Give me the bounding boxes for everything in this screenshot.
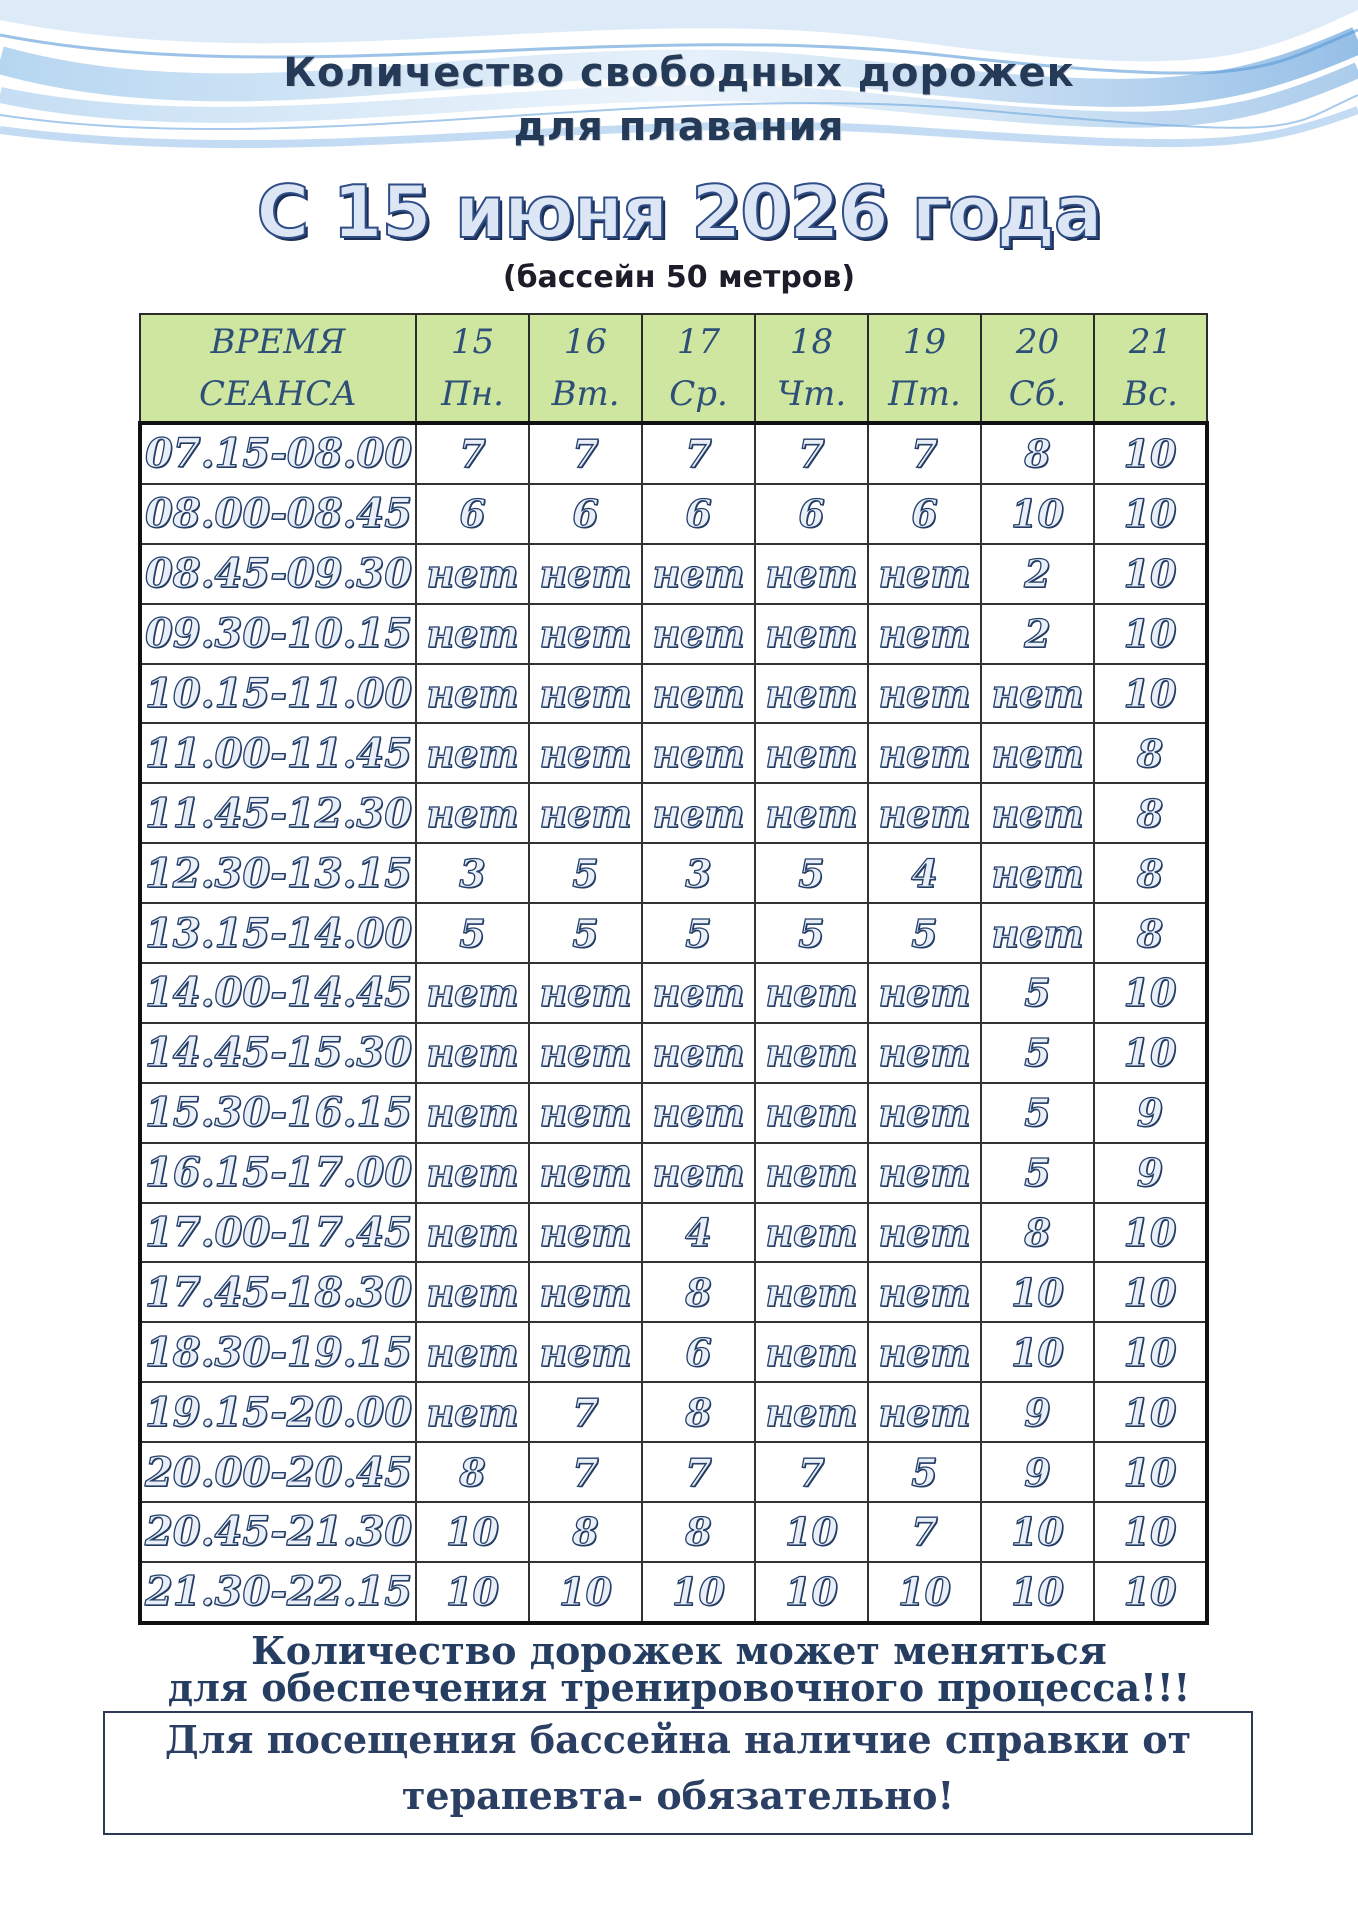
table-row bbox=[140, 723, 1207, 783]
lanes-count-cell: нет bbox=[529, 544, 642, 604]
lanes-count-cell: нет bbox=[868, 664, 981, 724]
lanes-count-cell: нет bbox=[642, 1143, 755, 1203]
session-time-header bbox=[140, 314, 416, 423]
lanes-count-cell: 5 bbox=[868, 903, 981, 963]
day-number: 18 bbox=[789, 322, 834, 362]
lanes-note-line2: для обеспечения тренировочного процесса!!! bbox=[167, 1665, 1191, 1710]
day-number: 19 bbox=[902, 322, 947, 362]
lanes-count-cell: нет bbox=[868, 1203, 981, 1263]
day-header bbox=[868, 314, 981, 423]
lanes-count-cell: нет bbox=[755, 723, 868, 783]
session-time-cell: 11.00-11.45 bbox=[140, 723, 416, 783]
session-time-cell: 18.30-19.15 bbox=[140, 1322, 416, 1382]
day-number: 17 bbox=[676, 322, 721, 362]
lanes-count-cell: 8 bbox=[642, 1382, 755, 1442]
lanes-count-cell: 8 bbox=[1094, 903, 1207, 963]
session-time-cell: 09.30-10.15 bbox=[140, 604, 416, 664]
lanes-count-cell: 7 bbox=[529, 1382, 642, 1442]
day-abbr: Ср. bbox=[669, 374, 728, 414]
lanes-count-cell: 5 bbox=[416, 903, 529, 963]
lanes-count-cell: нет bbox=[529, 1083, 642, 1143]
lanes-count-cell: 10 bbox=[1094, 1562, 1207, 1623]
table-row bbox=[140, 1382, 1207, 1442]
lanes-count-cell: 6 bbox=[755, 484, 868, 544]
lanes-count-cell: нет bbox=[755, 604, 868, 664]
lanes-count-cell: 7 bbox=[642, 1442, 755, 1502]
day-abbr: Сб. bbox=[1008, 374, 1067, 414]
lanes-count-cell: нет bbox=[416, 1143, 529, 1203]
session-time-cell: 19.15-20.00 bbox=[140, 1382, 416, 1442]
session-time-cell: 08.00-08.45 bbox=[140, 484, 416, 544]
lanes-count-cell: нет bbox=[642, 1083, 755, 1143]
lanes-count-cell: 9 bbox=[981, 1442, 1094, 1502]
lanes-count-cell: нет bbox=[529, 963, 642, 1023]
session-time-cell: 07.15-08.00 bbox=[140, 423, 416, 484]
lanes-count-cell: нет bbox=[868, 1322, 981, 1382]
lanes-count-cell: 10 bbox=[642, 1562, 755, 1623]
lanes-count-cell: нет bbox=[529, 664, 642, 724]
lanes-count-cell: 10 bbox=[868, 1562, 981, 1623]
lanes-count-cell: 10 bbox=[755, 1502, 868, 1562]
session-time-header-line1: ВРЕМЯ bbox=[210, 322, 346, 362]
lanes-count-cell: 7 bbox=[416, 423, 529, 484]
lanes-count-cell: нет bbox=[529, 1262, 642, 1322]
day-abbr: Пн. bbox=[441, 374, 504, 414]
lanes-count-cell: 10 bbox=[1094, 1382, 1207, 1442]
table-row bbox=[140, 843, 1207, 903]
lanes-count-cell: нет bbox=[868, 1083, 981, 1143]
lanes-count-cell: 5 bbox=[755, 903, 868, 963]
session-time-cell: 17.00-17.45 bbox=[140, 1203, 416, 1263]
lanes-count-cell: 5 bbox=[529, 903, 642, 963]
session-time-header-line2: СЕАНСА bbox=[199, 374, 357, 414]
lanes-count-cell: 7 bbox=[868, 423, 981, 484]
lanes-count-cell: 6 bbox=[642, 1322, 755, 1382]
lanes-count-cell: 4 bbox=[642, 1203, 755, 1263]
lanes-count-cell: 4 bbox=[868, 843, 981, 903]
lanes-count-cell: нет bbox=[416, 1382, 529, 1442]
table-row bbox=[140, 664, 1207, 724]
table-row bbox=[140, 1023, 1207, 1083]
lanes-count-cell: 10 bbox=[755, 1562, 868, 1623]
session-time-cell: 14.00-14.45 bbox=[140, 963, 416, 1023]
lanes-count-cell: 7 bbox=[755, 423, 868, 484]
lanes-count-cell: нет bbox=[642, 963, 755, 1023]
lanes-count-cell: 8 bbox=[1094, 783, 1207, 843]
lanes-count-cell: нет bbox=[416, 664, 529, 724]
lanes-count-cell: 6 bbox=[868, 484, 981, 544]
lanes-count-cell: нет bbox=[529, 783, 642, 843]
lanes-count-cell: нет bbox=[868, 1143, 981, 1203]
day-abbr: Вт. bbox=[551, 374, 620, 414]
page-title-line2: для плавания bbox=[513, 104, 845, 150]
lanes-count-cell: 3 bbox=[416, 843, 529, 903]
lanes-count-cell: 8 bbox=[981, 1203, 1094, 1263]
lanes-count-cell: 8 bbox=[642, 1262, 755, 1322]
table-row bbox=[140, 1442, 1207, 1502]
lanes-count-cell: нет bbox=[642, 604, 755, 664]
lanes-count-cell: 10 bbox=[1094, 1203, 1207, 1263]
lanes-count-cell: 10 bbox=[1094, 1322, 1207, 1382]
day-header bbox=[755, 314, 868, 423]
lanes-count-cell: нет bbox=[529, 1143, 642, 1203]
session-time-cell: 20.00-20.45 bbox=[140, 1442, 416, 1502]
lanes-count-cell: 8 bbox=[529, 1502, 642, 1562]
lanes-count-cell: нет bbox=[868, 604, 981, 664]
lanes-count-cell: 3 bbox=[642, 843, 755, 903]
lanes-count-cell: нет bbox=[755, 1203, 868, 1263]
lanes-count-cell: 5 bbox=[755, 843, 868, 903]
lanes-count-cell: нет bbox=[529, 1203, 642, 1263]
lanes-count-cell: нет bbox=[755, 1023, 868, 1083]
lanes-count-cell: 7 bbox=[642, 423, 755, 484]
lanes-count-cell: 10 bbox=[1094, 963, 1207, 1023]
lanes-count-cell: 10 bbox=[1094, 423, 1207, 484]
lanes-count-cell: 8 bbox=[416, 1442, 529, 1502]
table-row bbox=[140, 544, 1207, 604]
lanes-count-cell: нет bbox=[868, 723, 981, 783]
session-time-cell: 12.30-13.15 bbox=[140, 843, 416, 903]
lanes-count-cell: 10 bbox=[1094, 1502, 1207, 1562]
lanes-count-cell: нет bbox=[868, 544, 981, 604]
lanes-count-cell: 10 bbox=[1094, 1262, 1207, 1322]
lanes-count-cell: нет bbox=[755, 664, 868, 724]
lanes-count-cell: нет bbox=[529, 1322, 642, 1382]
lanes-count-cell: нет bbox=[755, 544, 868, 604]
table-row bbox=[140, 423, 1207, 484]
lanes-count-cell: 10 bbox=[981, 1322, 1094, 1382]
schedule-date: С 15 июня 2026 года bbox=[256, 170, 1102, 254]
day-number: 20 bbox=[1015, 322, 1060, 362]
session-time-cell: 10.15-11.00 bbox=[140, 664, 416, 724]
pool-subtitle: (бассейн 50 метров) bbox=[502, 260, 856, 295]
lanes-count-cell: нет bbox=[642, 723, 755, 783]
session-time-cell: 14.45-15.30 bbox=[140, 1023, 416, 1083]
day-number: 16 bbox=[563, 322, 608, 362]
table-row bbox=[140, 1203, 1207, 1263]
lanes-count-cell: 5 bbox=[981, 1023, 1094, 1083]
lanes-count-cell: нет bbox=[755, 1083, 868, 1143]
session-time-cell: 15.30-16.15 bbox=[140, 1083, 416, 1143]
lanes-count-cell: нет bbox=[416, 604, 529, 664]
lanes-count-cell: 10 bbox=[981, 484, 1094, 544]
session-time-cell: 08.45-09.30 bbox=[140, 544, 416, 604]
table-header-row bbox=[140, 314, 1207, 423]
lanes-count-cell: 10 bbox=[981, 1262, 1094, 1322]
session-time-cell: 20.45-21.30 bbox=[140, 1502, 416, 1562]
notice-line1: Для посещения бассейна наличие справки от bbox=[164, 1717, 1192, 1762]
table-row bbox=[140, 484, 1207, 544]
lanes-count-cell: 5 bbox=[529, 843, 642, 903]
lanes-count-cell: нет bbox=[529, 1023, 642, 1083]
session-time-cell: 16.15-17.00 bbox=[140, 1143, 416, 1203]
day-number: 21 bbox=[1128, 322, 1173, 362]
day-header bbox=[529, 314, 642, 423]
table-row bbox=[140, 963, 1207, 1023]
day-header bbox=[642, 314, 755, 423]
lanes-count-cell: 8 bbox=[1094, 723, 1207, 783]
lanes-count-cell: 10 bbox=[416, 1562, 529, 1623]
lanes-count-cell: 6 bbox=[642, 484, 755, 544]
lanes-count-cell: нет bbox=[981, 723, 1094, 783]
lanes-count-cell: нет bbox=[416, 783, 529, 843]
lanes-count-cell: 6 bbox=[529, 484, 642, 544]
lanes-count-cell: 10 bbox=[981, 1502, 1094, 1562]
lanes-count-cell: нет bbox=[642, 544, 755, 604]
lanes-count-cell: 7 bbox=[755, 1442, 868, 1502]
table-row bbox=[140, 1262, 1207, 1322]
lanes-count-cell: нет bbox=[755, 963, 868, 1023]
session-time-cell: 13.15-14.00 bbox=[140, 903, 416, 963]
lanes-count-cell: нет bbox=[755, 1143, 868, 1203]
day-abbr: Чт. bbox=[776, 374, 847, 414]
table-row bbox=[140, 1322, 1207, 1382]
lanes-count-cell: 5 bbox=[981, 1143, 1094, 1203]
lanes-count-cell: нет bbox=[416, 1322, 529, 1382]
day-abbr: Пт. bbox=[888, 374, 961, 414]
lanes-count-cell: 10 bbox=[1094, 1442, 1207, 1502]
lanes-count-cell: нет bbox=[416, 1262, 529, 1322]
lanes-count-cell: 2 bbox=[981, 544, 1094, 604]
lanes-count-cell: 10 bbox=[1094, 484, 1207, 544]
lanes-count-cell: нет bbox=[416, 723, 529, 783]
lanes-count-cell: нет bbox=[868, 963, 981, 1023]
lanes-count-cell: 10 bbox=[416, 1502, 529, 1562]
lanes-count-cell: нет bbox=[416, 1083, 529, 1143]
lanes-count-cell: нет bbox=[868, 1262, 981, 1322]
lanes-count-cell: нет bbox=[642, 783, 755, 843]
lanes-schedule-table bbox=[138, 313, 1209, 1625]
table-row bbox=[140, 1083, 1207, 1143]
lanes-count-cell: 10 bbox=[1094, 544, 1207, 604]
lanes-count-cell: 2 bbox=[981, 604, 1094, 664]
lanes-count-cell: нет bbox=[868, 783, 981, 843]
session-time-cell: 21.30-22.15 bbox=[140, 1562, 416, 1623]
notice-line2: терапевта- обязательно! bbox=[401, 1773, 955, 1818]
lanes-count-cell: нет bbox=[416, 1203, 529, 1263]
lanes-count-cell: 9 bbox=[1094, 1083, 1207, 1143]
lanes-count-cell: нет bbox=[416, 544, 529, 604]
lanes-count-cell: 10 bbox=[529, 1562, 642, 1623]
session-time-cell: 11.45-12.30 bbox=[140, 783, 416, 843]
day-header bbox=[416, 314, 529, 423]
lanes-count-cell: 7 bbox=[529, 423, 642, 484]
lanes-count-cell: 7 bbox=[529, 1442, 642, 1502]
lanes-note-line1: Количество дорожек может меняться bbox=[251, 1628, 1107, 1673]
lanes-count-cell: 9 bbox=[981, 1382, 1094, 1442]
lanes-count-cell: нет bbox=[981, 783, 1094, 843]
lanes-count-cell: 5 bbox=[981, 1083, 1094, 1143]
table-row bbox=[140, 604, 1207, 664]
lanes-count-cell: 7 bbox=[868, 1502, 981, 1562]
lanes-count-cell: 5 bbox=[981, 963, 1094, 1023]
table-row bbox=[140, 1143, 1207, 1203]
lanes-count-cell: 6 bbox=[416, 484, 529, 544]
lanes-count-cell: нет bbox=[416, 1023, 529, 1083]
lanes-count-cell: нет bbox=[755, 1322, 868, 1382]
medical-certificate-notice bbox=[103, 1711, 1253, 1835]
lanes-count-cell: нет bbox=[529, 604, 642, 664]
table-row bbox=[140, 903, 1207, 963]
lanes-count-cell: 5 bbox=[868, 1442, 981, 1502]
day-number: 15 bbox=[450, 322, 495, 362]
lanes-count-cell: 9 bbox=[1094, 1143, 1207, 1203]
lanes-count-cell: нет bbox=[755, 783, 868, 843]
table-row bbox=[140, 1562, 1207, 1623]
table-row bbox=[140, 783, 1207, 843]
page-title-line1: Количество свободных дорожек bbox=[283, 50, 1075, 96]
lanes-count-cell: 5 bbox=[642, 903, 755, 963]
lanes-count-cell: нет bbox=[755, 1382, 868, 1442]
day-header bbox=[1094, 314, 1207, 423]
lanes-count-cell: нет bbox=[981, 903, 1094, 963]
day-abbr: Вс. bbox=[1123, 374, 1178, 414]
lanes-count-cell: нет bbox=[642, 664, 755, 724]
session-time-cell: 17.45-18.30 bbox=[140, 1262, 416, 1322]
lanes-count-cell: нет bbox=[529, 723, 642, 783]
lanes-count-cell: нет bbox=[868, 1023, 981, 1083]
lanes-count-cell: нет bbox=[642, 1023, 755, 1083]
lanes-count-cell: нет bbox=[416, 963, 529, 1023]
lanes-count-cell: 10 bbox=[1094, 1023, 1207, 1083]
lanes-count-cell: 10 bbox=[1094, 604, 1207, 664]
lanes-count-cell: 8 bbox=[981, 423, 1094, 484]
day-header bbox=[981, 314, 1094, 423]
table-row bbox=[140, 1502, 1207, 1562]
lanes-count-cell: нет bbox=[981, 664, 1094, 724]
lanes-count-cell: 8 bbox=[1094, 843, 1207, 903]
lanes-count-cell: 10 bbox=[981, 1562, 1094, 1623]
lanes-count-cell: нет bbox=[981, 843, 1094, 903]
lanes-count-cell: 8 bbox=[642, 1502, 755, 1562]
table-body bbox=[140, 423, 1207, 1623]
lanes-count-cell: нет bbox=[755, 1262, 868, 1322]
lanes-count-cell: нет bbox=[868, 1382, 981, 1442]
lanes-count-cell: 10 bbox=[1094, 664, 1207, 724]
